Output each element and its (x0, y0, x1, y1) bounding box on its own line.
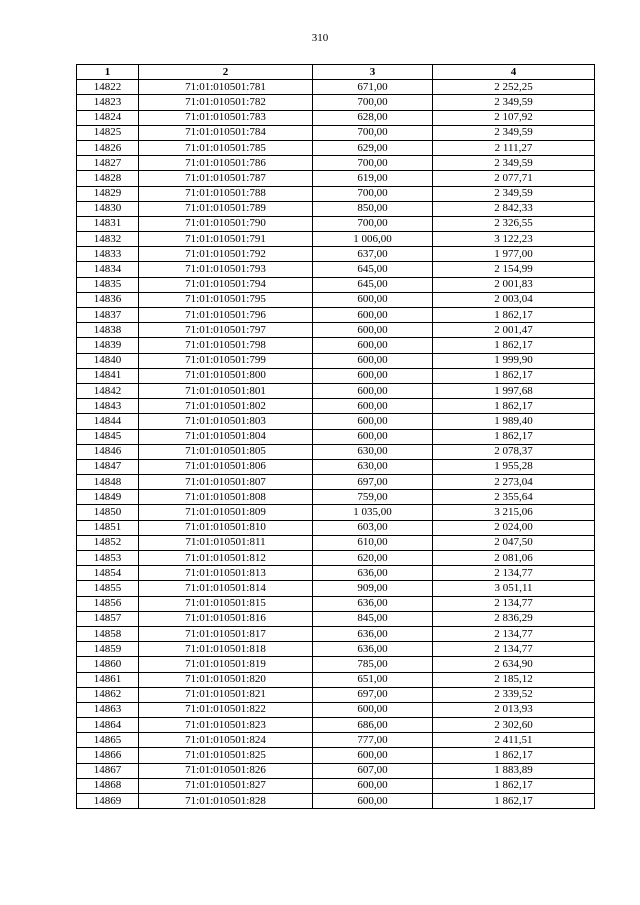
value-cell: 1 862,17 (433, 748, 595, 763)
value-cell: 1 862,17 (433, 778, 595, 793)
row-number-cell: 14848 (77, 475, 139, 490)
table-row (77, 748, 595, 763)
cadastral-number-cell: 71:01:010501:811 (139, 535, 313, 550)
cadastral-number-cell: 71:01:010501:816 (139, 611, 313, 626)
value-cell: 1 997,68 (433, 383, 595, 398)
row-number-cell: 14846 (77, 444, 139, 459)
value-cell: 2 349,59 (433, 95, 595, 110)
table-row (77, 368, 595, 383)
area-cell: 645,00 (313, 262, 433, 277)
value-cell: 2 134,77 (433, 566, 595, 581)
table-row (77, 429, 595, 444)
value-cell: 2 349,59 (433, 125, 595, 140)
row-number-cell: 14856 (77, 596, 139, 611)
area-cell: 600,00 (313, 748, 433, 763)
value-cell: 2 326,55 (433, 216, 595, 231)
value-cell: 1 989,40 (433, 414, 595, 429)
table-row (77, 718, 595, 733)
area-cell: 637,00 (313, 247, 433, 262)
area-cell: 620,00 (313, 551, 433, 566)
area-cell: 630,00 (313, 444, 433, 459)
table-row (77, 657, 595, 672)
table-row (77, 338, 595, 353)
cadastral-number-cell: 71:01:010501:792 (139, 247, 313, 262)
row-number-cell: 14858 (77, 626, 139, 641)
cadastral-number-cell: 71:01:010501:801 (139, 383, 313, 398)
cadastral-number-cell: 71:01:010501:818 (139, 642, 313, 657)
value-cell: 1 999,90 (433, 353, 595, 368)
value-cell: 2 078,37 (433, 444, 595, 459)
value-cell: 2 111,27 (433, 140, 595, 155)
table-row (77, 323, 595, 338)
area-cell: 1 035,00 (313, 505, 433, 520)
area-cell: 651,00 (313, 672, 433, 687)
cadastral-number-cell: 71:01:010501:804 (139, 429, 313, 444)
table-row (77, 292, 595, 307)
area-cell: 636,00 (313, 596, 433, 611)
cadastral-number-cell: 71:01:010501:802 (139, 399, 313, 414)
row-number-cell: 14860 (77, 657, 139, 672)
table-row (77, 763, 595, 778)
cadastral-number-cell: 71:01:010501:789 (139, 201, 313, 216)
value-cell: 2 134,77 (433, 626, 595, 641)
area-cell: 700,00 (313, 156, 433, 171)
area-cell: 845,00 (313, 611, 433, 626)
area-cell: 850,00 (313, 201, 433, 216)
cadastral-number-cell: 71:01:010501:782 (139, 95, 313, 110)
row-number-cell: 14832 (77, 232, 139, 247)
cadastral-number-cell: 71:01:010501:812 (139, 551, 313, 566)
cadastral-number-cell: 71:01:010501:786 (139, 156, 313, 171)
row-number-cell: 14829 (77, 186, 139, 201)
table-row (77, 308, 595, 323)
row-number-cell: 14834 (77, 262, 139, 277)
cadastral-number-cell: 71:01:010501:810 (139, 520, 313, 535)
table-row (77, 566, 595, 581)
area-cell: 700,00 (313, 186, 433, 201)
value-cell: 2 836,29 (433, 611, 595, 626)
row-number-cell: 14826 (77, 140, 139, 155)
cadastral-number-cell: 71:01:010501:784 (139, 125, 313, 140)
column-header-2: 2 (139, 65, 313, 80)
area-cell: 759,00 (313, 490, 433, 505)
value-cell: 3 215,06 (433, 505, 595, 520)
data-table (76, 64, 595, 809)
value-cell: 2 411,51 (433, 733, 595, 748)
cadastral-number-cell: 71:01:010501:795 (139, 292, 313, 307)
area-cell: 600,00 (313, 778, 433, 793)
row-number-cell: 14833 (77, 247, 139, 262)
table-row (77, 520, 595, 535)
area-cell: 785,00 (313, 657, 433, 672)
row-number-cell: 14854 (77, 566, 139, 581)
cadastral-number-cell: 71:01:010501:788 (139, 186, 313, 201)
table-row (77, 672, 595, 687)
row-number-cell: 14850 (77, 505, 139, 520)
area-cell: 700,00 (313, 216, 433, 231)
area-cell: 777,00 (313, 733, 433, 748)
value-cell: 2 013,93 (433, 702, 595, 717)
value-cell: 3 051,11 (433, 581, 595, 596)
value-cell: 2 842,33 (433, 201, 595, 216)
row-number-cell: 14824 (77, 110, 139, 125)
value-cell: 2 003,04 (433, 292, 595, 307)
row-number-cell: 14868 (77, 778, 139, 793)
cadastral-number-cell: 71:01:010501:790 (139, 216, 313, 231)
row-number-cell: 14830 (77, 201, 139, 216)
column-header-4: 4 (433, 65, 595, 80)
value-cell: 2 077,71 (433, 171, 595, 186)
area-cell: 600,00 (313, 308, 433, 323)
area-cell: 600,00 (313, 292, 433, 307)
table-row (77, 383, 595, 398)
row-number-cell: 14853 (77, 551, 139, 566)
table-row (77, 171, 595, 186)
table-row (77, 475, 595, 490)
table-header (77, 65, 595, 80)
value-cell: 1 955,28 (433, 459, 595, 474)
cadastral-number-cell: 71:01:010501:781 (139, 80, 313, 95)
value-cell: 2 355,64 (433, 490, 595, 505)
cadastral-number-cell: 71:01:010501:783 (139, 110, 313, 125)
value-cell: 2 134,77 (433, 596, 595, 611)
area-cell: 600,00 (313, 414, 433, 429)
value-cell: 1 862,17 (433, 308, 595, 323)
row-number-cell: 14852 (77, 535, 139, 550)
table-row (77, 201, 595, 216)
area-cell: 603,00 (313, 520, 433, 535)
area-cell: 636,00 (313, 642, 433, 657)
value-cell: 2 001,83 (433, 277, 595, 292)
value-cell: 2 081,06 (433, 551, 595, 566)
table-row (77, 733, 595, 748)
row-number-cell: 14844 (77, 414, 139, 429)
table-row (77, 444, 595, 459)
cadastral-number-cell: 71:01:010501:817 (139, 626, 313, 641)
area-cell: 636,00 (313, 566, 433, 581)
area-cell: 600,00 (313, 338, 433, 353)
value-cell: 2 001,47 (433, 323, 595, 338)
value-cell: 1 862,17 (433, 399, 595, 414)
table-row (77, 596, 595, 611)
table-row (77, 414, 595, 429)
row-number-cell: 14867 (77, 763, 139, 778)
value-cell: 2 154,99 (433, 262, 595, 277)
area-cell: 600,00 (313, 399, 433, 414)
column-header-3: 3 (313, 65, 433, 80)
cadastral-number-cell: 71:01:010501:822 (139, 702, 313, 717)
cadastral-number-cell: 71:01:010501:791 (139, 232, 313, 247)
row-number-cell: 14835 (77, 277, 139, 292)
cadastral-number-cell: 71:01:010501:820 (139, 672, 313, 687)
row-number-cell: 14862 (77, 687, 139, 702)
row-number-cell: 14823 (77, 95, 139, 110)
row-number-cell: 14861 (77, 672, 139, 687)
value-cell: 2 339,52 (433, 687, 595, 702)
row-number-cell: 14842 (77, 383, 139, 398)
row-number-cell: 14822 (77, 80, 139, 95)
area-cell: 607,00 (313, 763, 433, 778)
table-body (77, 80, 595, 809)
area-cell: 600,00 (313, 383, 433, 398)
cadastral-number-cell: 71:01:010501:796 (139, 308, 313, 323)
area-cell: 619,00 (313, 171, 433, 186)
table-row (77, 262, 595, 277)
row-number-cell: 14859 (77, 642, 139, 657)
area-cell: 697,00 (313, 475, 433, 490)
cadastral-number-cell: 71:01:010501:826 (139, 763, 313, 778)
row-number-cell: 14845 (77, 429, 139, 444)
area-cell: 628,00 (313, 110, 433, 125)
cadastral-number-cell: 71:01:010501:809 (139, 505, 313, 520)
row-number-cell: 14857 (77, 611, 139, 626)
table-row (77, 110, 595, 125)
table-row (77, 156, 595, 171)
table-row (77, 277, 595, 292)
row-number-cell: 14843 (77, 399, 139, 414)
cadastral-number-cell: 71:01:010501:799 (139, 353, 313, 368)
row-number-cell: 14869 (77, 794, 139, 809)
cadastral-number-cell: 71:01:010501:785 (139, 140, 313, 155)
area-cell: 600,00 (313, 353, 433, 368)
cadastral-number-cell: 71:01:010501:815 (139, 596, 313, 611)
row-number-cell: 14838 (77, 323, 139, 338)
page-number: 310 (311, 32, 329, 44)
area-cell: 700,00 (313, 125, 433, 140)
table-row (77, 778, 595, 793)
table-row (77, 505, 595, 520)
value-cell: 1 883,89 (433, 763, 595, 778)
value-cell: 2 024,00 (433, 520, 595, 535)
value-cell: 2 302,60 (433, 718, 595, 733)
table-row (77, 353, 595, 368)
cadastral-number-cell: 71:01:010501:805 (139, 444, 313, 459)
table-row (77, 626, 595, 641)
value-cell: 3 122,23 (433, 232, 595, 247)
row-number-cell: 14836 (77, 292, 139, 307)
row-number-cell: 14831 (77, 216, 139, 231)
value-cell: 2 185,12 (433, 672, 595, 687)
value-cell: 1 862,17 (433, 429, 595, 444)
table-row (77, 125, 595, 140)
header-row (77, 65, 595, 80)
row-number-cell: 14840 (77, 353, 139, 368)
cadastral-number-cell: 71:01:010501:813 (139, 566, 313, 581)
area-cell: 636,00 (313, 626, 433, 641)
table-row (77, 95, 595, 110)
row-number-cell: 14827 (77, 156, 139, 171)
cadastral-number-cell: 71:01:010501:807 (139, 475, 313, 490)
table-row (77, 247, 595, 262)
row-number-cell: 14866 (77, 748, 139, 763)
table-row (77, 581, 595, 596)
cadastral-number-cell: 71:01:010501:827 (139, 778, 313, 793)
area-cell: 629,00 (313, 140, 433, 155)
cadastral-number-cell: 71:01:010501:787 (139, 171, 313, 186)
table-row (77, 490, 595, 505)
value-cell: 2 273,04 (433, 475, 595, 490)
value-cell: 2 349,59 (433, 186, 595, 201)
row-number-cell: 14847 (77, 459, 139, 474)
row-number-cell: 14849 (77, 490, 139, 505)
area-cell: 686,00 (313, 718, 433, 733)
cadastral-number-cell: 71:01:010501:814 (139, 581, 313, 596)
area-cell: 909,00 (313, 581, 433, 596)
value-cell: 1 862,17 (433, 794, 595, 809)
cadastral-number-cell: 71:01:010501:825 (139, 748, 313, 763)
column-header-1: 1 (77, 65, 139, 80)
value-cell: 2 047,50 (433, 535, 595, 550)
table-row (77, 611, 595, 626)
row-number-cell: 14864 (77, 718, 139, 733)
table-row (77, 186, 595, 201)
cadastral-number-cell: 71:01:010501:803 (139, 414, 313, 429)
table-row (77, 551, 595, 566)
value-cell: 1 862,17 (433, 338, 595, 353)
area-cell: 697,00 (313, 687, 433, 702)
table-row (77, 794, 595, 809)
table-row (77, 642, 595, 657)
table-row (77, 216, 595, 231)
cadastral-number-cell: 71:01:010501:800 (139, 368, 313, 383)
cadastral-number-cell: 71:01:010501:794 (139, 277, 313, 292)
cadastral-number-cell: 71:01:010501:793 (139, 262, 313, 277)
table-row (77, 702, 595, 717)
cadastral-number-cell: 71:01:010501:824 (139, 733, 313, 748)
area-cell: 600,00 (313, 794, 433, 809)
area-cell: 645,00 (313, 277, 433, 292)
cadastral-number-cell: 71:01:010501:797 (139, 323, 313, 338)
cadastral-number-cell: 71:01:010501:823 (139, 718, 313, 733)
row-number-cell: 14839 (77, 338, 139, 353)
row-number-cell: 14828 (77, 171, 139, 186)
cadastral-number-cell: 71:01:010501:808 (139, 490, 313, 505)
table-row (77, 232, 595, 247)
row-number-cell: 14841 (77, 368, 139, 383)
row-number-cell: 14837 (77, 308, 139, 323)
area-cell: 610,00 (313, 535, 433, 550)
cadastral-number-cell: 71:01:010501:821 (139, 687, 313, 702)
area-cell: 600,00 (313, 323, 433, 338)
table-row (77, 399, 595, 414)
value-cell: 2 634,90 (433, 657, 595, 672)
area-cell: 630,00 (313, 459, 433, 474)
table-row (77, 687, 595, 702)
row-number-cell: 14863 (77, 702, 139, 717)
value-cell: 2 107,92 (433, 110, 595, 125)
area-cell: 671,00 (313, 80, 433, 95)
cadastral-number-cell: 71:01:010501:806 (139, 459, 313, 474)
row-number-cell: 14825 (77, 125, 139, 140)
cadastral-number-cell: 71:01:010501:798 (139, 338, 313, 353)
value-cell: 1 862,17 (433, 368, 595, 383)
table-row (77, 140, 595, 155)
area-cell: 1 006,00 (313, 232, 433, 247)
area-cell: 600,00 (313, 368, 433, 383)
area-cell: 600,00 (313, 429, 433, 444)
row-number-cell: 14851 (77, 520, 139, 535)
value-cell: 2 252,25 (433, 80, 595, 95)
value-cell: 2 134,77 (433, 642, 595, 657)
area-cell: 700,00 (313, 95, 433, 110)
table-row (77, 80, 595, 95)
cadastral-number-cell: 71:01:010501:819 (139, 657, 313, 672)
table-row (77, 535, 595, 550)
cadastral-number-cell: 71:01:010501:828 (139, 794, 313, 809)
table-row (77, 459, 595, 474)
value-cell: 1 977,00 (433, 247, 595, 262)
row-number-cell: 14855 (77, 581, 139, 596)
area-cell: 600,00 (313, 702, 433, 717)
value-cell: 2 349,59 (433, 156, 595, 171)
row-number-cell: 14865 (77, 733, 139, 748)
